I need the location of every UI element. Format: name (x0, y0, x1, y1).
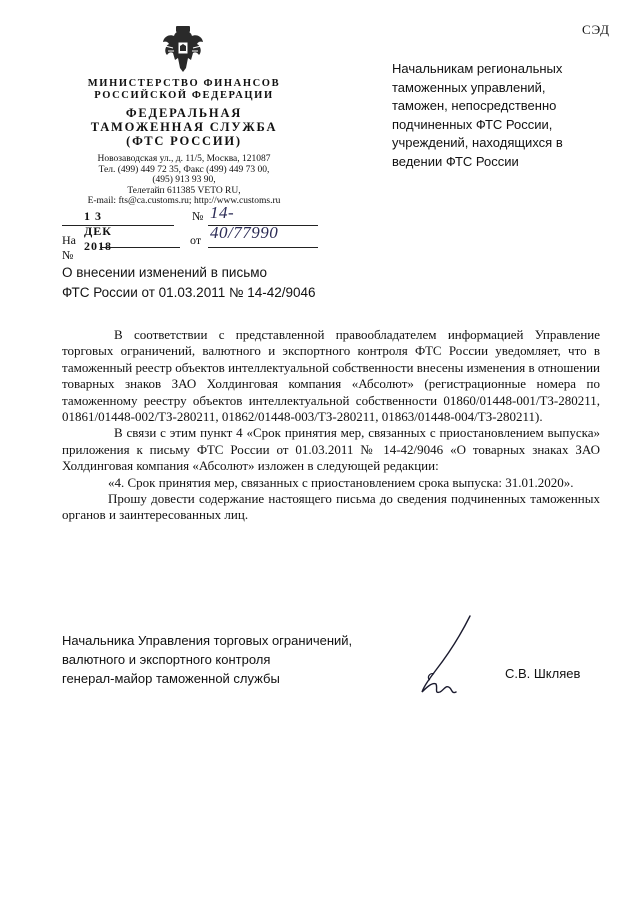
sender-contacts (62, 154, 306, 207)
registration-number: 14-40/77990 (210, 203, 279, 242)
signatory-position (62, 631, 352, 688)
position-line: Начальника Управления торговых ограничений, (62, 633, 353, 648)
addressee-block: Начальникам региональных таможенных управлений, таможен, непосредственно подчиненных ФТС России, учреждений, находящихся в ведении ФТС России (392, 61, 563, 169)
body-paragraph: В соответствии с представленной правообладателем информацией Управление торговых ограничений, валютного и экспортного контроля ФТС России уведомляет, что в таможенный реестр объектов интеллектуальной собственности внесены изменения в отношении товарных знаков ЗАО Холдинговая компания «Абсолют» (регистрационные номера по таможенному реестру объектов интеллектуальной собственности 01860/01448-001/ТЗ-280211, 01861/01448-002/ТЗ-280211, 01862/01448-003/ТЗ-280211, 01863/01448-004/ТЗ-280211). (62, 327, 600, 425)
date-underline (62, 225, 174, 226)
service-line: ТАМОЖЕННАЯ СЛУЖБА (90, 120, 278, 134)
letter-body (62, 327, 600, 524)
reference-number-label: На № (62, 233, 76, 262)
address-line: Новозаводская ул., д. 11/5, Москва, 121087 (97, 154, 271, 164)
signer-name: С.В. Шкляев (505, 666, 581, 681)
position-line: валютного и экспортного контроля (62, 652, 271, 667)
service-name (62, 106, 306, 148)
reference-number-line (100, 247, 180, 248)
reference-date-line (208, 247, 318, 248)
handwritten-signature (396, 612, 488, 702)
quoted-amendment: «4. Срок принятия мер, связанных с приостановлением срока выпуска: 31.01.2020». (108, 474, 574, 490)
reference-date-label: от (190, 233, 202, 247)
teletype-line: Телетайп 611385 VETO RU, (127, 185, 241, 196)
service-line: ФЕДЕРАЛЬНАЯ (125, 106, 243, 120)
body-paragraph: В связи с этим пункт 4 «Срок принятия мер, связанных с приостановлением выпуска» приложения к письму ФТС России от 01.03.2011 № 14-42/9046 «О товарных знаках ЗАО Холдинговая компания «Абсолют» изложен в следующей редакции: (62, 425, 600, 474)
registration-date-stamp: 1 3 ДЕК 2018 (84, 209, 112, 253)
position-line: генерал-майор таможенной службы (62, 671, 280, 686)
number-label: № (192, 209, 204, 223)
service-line: (ФТС РОССИИ) (126, 134, 242, 148)
letter-subject (62, 263, 316, 303)
ministry-line: РОССИЙСКОЙ ФЕДЕРАЦИИ (94, 90, 274, 101)
ministry-name (62, 78, 306, 102)
email-line: E-mail: fts@ca.customs.ru; http://www.customs.ru (87, 196, 281, 206)
closing-request: Прошу довести содержание настоящего письма до сведения подчиненных таможенных органов и заинтересованных лиц. (62, 491, 600, 523)
subject-line: ФТС России от 01.03.2011 № 14-42/9046 (62, 285, 316, 300)
phone-line: (495) 913 93 90, (152, 175, 216, 185)
coat-of-arms-icon (160, 24, 206, 74)
ministry-line: МИНИСТЕРСТВО ФИНАНСОВ (87, 78, 281, 89)
subject-line: О внесении изменений в письмо (62, 265, 268, 280)
phone-line: Тел. (499) 449 72 35, Факс (499) 449 73 00, (98, 164, 270, 175)
document-system-mark: СЭД (581, 22, 610, 37)
number-underline (208, 225, 318, 226)
